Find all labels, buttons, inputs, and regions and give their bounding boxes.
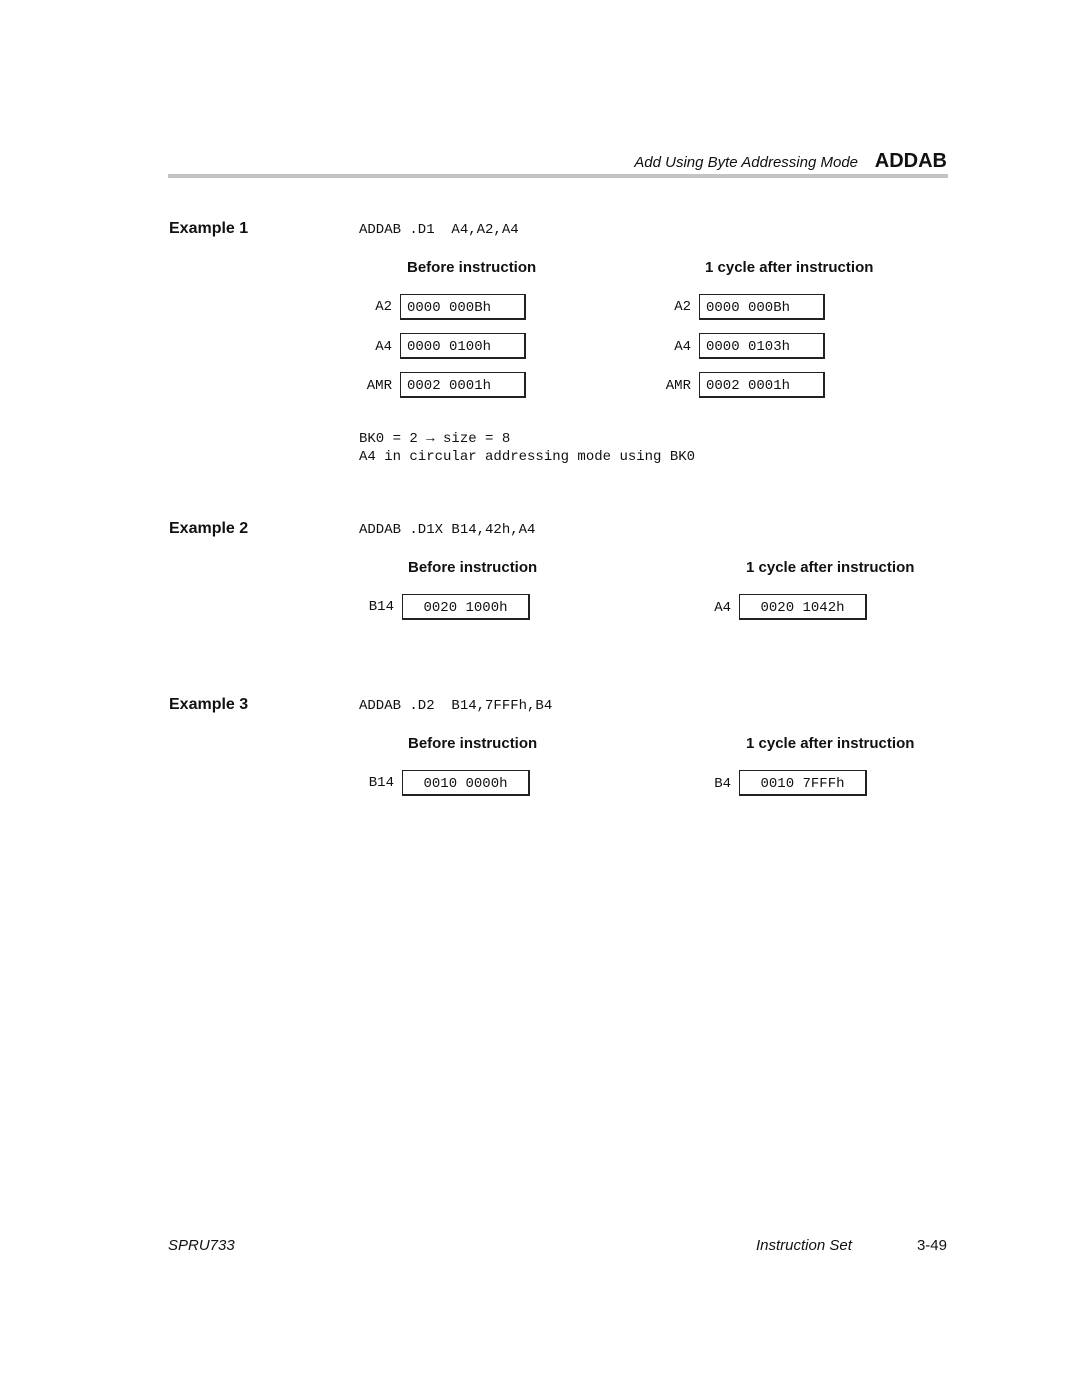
footer-section: Instruction Set: [756, 1237, 852, 1254]
example-2-after-reg-a4-value: 0020 1042h: [739, 594, 867, 620]
example-1-before-reg-a2-value: 0000 000Bh: [400, 294, 526, 320]
example-2-code: ADDAB .D1X B14,42h,A4: [359, 522, 536, 538]
example-1-before-heading: Before instruction: [407, 259, 537, 276]
example-1-after-reg-a4-label: A4: [674, 339, 691, 355]
example-3-after-reg-b4-value: 0010 7FFFh: [739, 770, 867, 796]
example-2-before-reg-b14-value: 0020 1000h: [402, 594, 530, 620]
footer-doc-id: SPRU733: [168, 1237, 235, 1254]
example-2-after-heading: 1 cycle after instruction: [746, 559, 915, 576]
example-1-before-reg-amr-value: 0002 0001h: [400, 372, 526, 398]
example-1-after-reg-a2-label: A2: [674, 299, 691, 315]
header-rule: [168, 174, 948, 178]
example-1-note-circular: A4 in circular addressing mode using BK0: [359, 449, 696, 465]
example-1-before-reg-a4-label: A4: [375, 339, 392, 355]
example-3-after-reg-b4-label: B4: [714, 776, 731, 792]
example-3-label: Example 3: [169, 696, 249, 713]
example-2-label: Example 2: [169, 520, 249, 537]
example-1-before-reg-a2-label: A2: [375, 299, 392, 315]
running-header-title: ADDAB: [874, 150, 947, 172]
example-2-before-reg-b14-label: B14: [368, 599, 394, 615]
example-3-code: ADDAB .D2 B14,7FFFh,B4: [359, 698, 553, 714]
example-2-before-heading: Before instruction: [408, 559, 538, 576]
example-3-after-heading: 1 cycle after instruction: [746, 735, 915, 752]
running-header-subtitle: Add Using Byte Addressing Mode: [634, 154, 858, 171]
example-3-before-reg-b14-label: B14: [368, 775, 394, 791]
example-3-before-reg-b14-value: 0010 0000h: [402, 770, 530, 796]
example-1-after-reg-a2-value: 0000 000Bh: [699, 294, 825, 320]
example-3-before-heading: Before instruction: [408, 735, 538, 752]
footer-page-number: 3-49: [916, 1237, 947, 1254]
example-1-after-heading: 1 cycle after instruction: [705, 259, 874, 276]
example-1-note-size: BK0 = 2 → size = 8: [359, 431, 511, 447]
example-1-code: ADDAB .D1 A4,A2,A4: [359, 222, 519, 238]
example-2-after-reg-a4-label: A4: [714, 600, 731, 616]
example-1-before-reg-amr-label: AMR: [366, 378, 392, 394]
example-1-after-reg-amr-value: 0002 0001h: [699, 372, 825, 398]
example-1-before-reg-a4-value: 0000 0100h: [400, 333, 526, 359]
example-1-after-reg-amr-label: AMR: [665, 378, 691, 394]
example-1-label: Example 1: [169, 220, 249, 237]
example-1-after-reg-a4-value: 0000 0103h: [699, 333, 825, 359]
